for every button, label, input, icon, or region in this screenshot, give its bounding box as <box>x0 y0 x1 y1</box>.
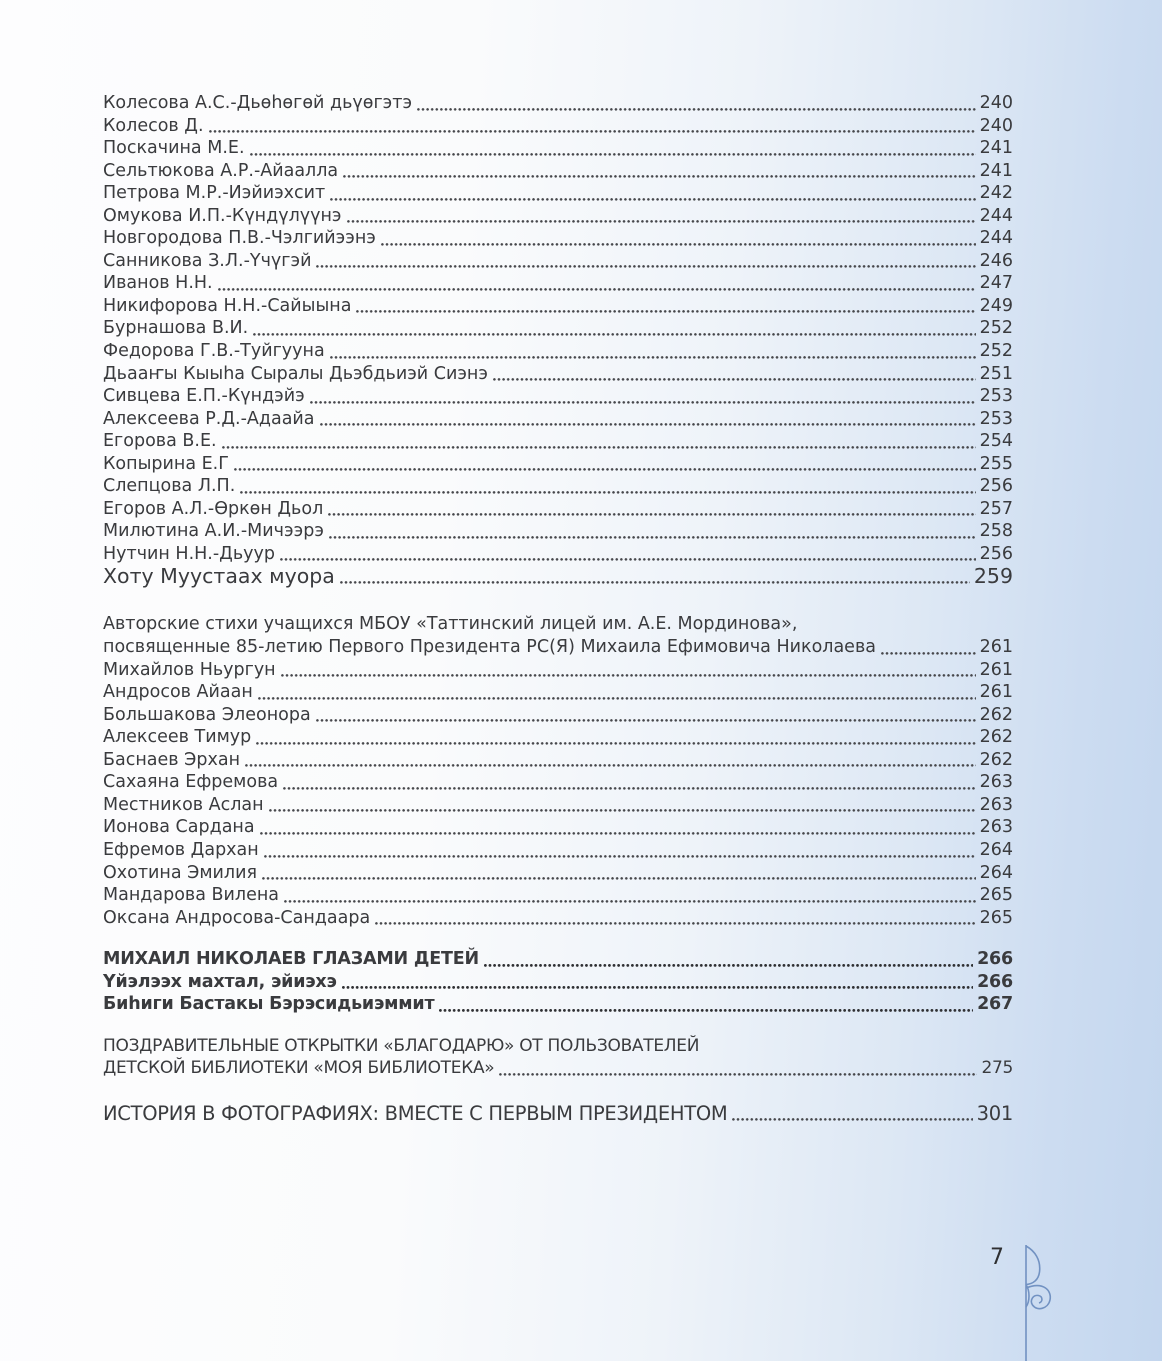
dot-leader <box>439 1009 973 1012</box>
toc-page-number: 259 <box>973 564 1013 589</box>
toc-row <box>103 385 1013 408</box>
dot-leader <box>499 1073 977 1076</box>
toc-page-number: 244 <box>979 228 1013 249</box>
toc-page-number: 261 <box>979 637 1013 658</box>
dot-leader <box>234 468 976 471</box>
dot-leader <box>347 220 976 223</box>
toc-entry-label: Баснаев Эрхан <box>103 749 241 770</box>
dot-leader <box>316 719 976 722</box>
dot-leader <box>310 401 976 404</box>
toc-row <box>103 182 1013 205</box>
toc-row <box>103 1035 1013 1058</box>
toc-page-number: 255 <box>979 453 1013 474</box>
toc-row <box>103 317 1013 340</box>
dot-leader <box>881 652 976 655</box>
toc-entry-label: Иванов Н.Н. <box>103 273 213 294</box>
toc-row <box>103 636 1013 659</box>
dot-leader <box>264 855 976 858</box>
dot-leader <box>260 832 976 835</box>
toc-row <box>103 816 1013 839</box>
toc-entry-label: Сивцева Е.П.-Күндэйэ <box>103 386 305 407</box>
toc-entry-label: Дьааҥы Кыыһа Сыралы Дьэбдьиэй Сиэнэ <box>103 363 488 384</box>
toc-row <box>103 160 1013 183</box>
page-number: 7 <box>990 1245 1004 1270</box>
dot-leader <box>356 310 975 313</box>
dot-leader <box>330 198 975 201</box>
toc-page-number: 246 <box>979 250 1013 271</box>
toc-row <box>103 659 1013 682</box>
toc-entry-label: ДЕТСКОЙ БИБЛИОТЕКИ «МОЯ БИБЛИОТЕКА» <box>103 1058 495 1079</box>
dot-leader <box>328 513 975 516</box>
toc-page-number: 261 <box>979 682 1013 703</box>
toc-page-number: 264 <box>979 839 1013 860</box>
toc-page-number: 256 <box>979 476 1013 497</box>
toc-page-number: 267 <box>977 994 1013 1015</box>
toc-page-number: 265 <box>979 885 1013 906</box>
toc-entry-label: Никифорова Н.Н.-Сайыына <box>103 295 352 316</box>
toc-row <box>103 543 1013 566</box>
toc-page-number: 258 <box>979 521 1013 542</box>
toc-row <box>103 498 1013 521</box>
toc-entry-label: Мандарова Вилена <box>103 885 279 906</box>
dot-leader <box>283 787 975 790</box>
toc-page-number: 241 <box>979 160 1013 181</box>
toc-entry-label: Петрова М.Р.-Иэйиэхсит <box>103 183 326 204</box>
toc-entry-label: Ефремов Дархан <box>103 839 259 860</box>
toc-entry-label: Местников Аслан <box>103 794 264 815</box>
toc-entry-label: Слепцова Л.П. <box>103 476 236 497</box>
toc-row <box>103 749 1013 772</box>
toc-row <box>103 1057 1013 1080</box>
toc-row <box>103 681 1013 704</box>
page-footer <box>990 1243 1064 1361</box>
toc-page-number: 262 <box>979 727 1013 748</box>
toc-row <box>103 862 1013 885</box>
toc-page-number: 253 <box>979 408 1013 429</box>
toc-group-school-poems <box>103 613 1013 929</box>
toc-page-number: 252 <box>979 341 1013 362</box>
toc-page-number: 240 <box>979 115 1013 136</box>
toc-page-number: 261 <box>979 659 1013 680</box>
toc-entry-label: Поскачина М.Е. <box>103 138 245 159</box>
toc-entry-label: Бурнашова В.И. <box>103 318 249 339</box>
toc-entry-label: ИСТОРИЯ В ФОТОГРАФИЯХ: ВМЕСТЕ С ПЕРВЫМ ПРЕЗИДЕНТОМ <box>103 1101 728 1125</box>
toc-entry-label: посвященные 85-летию Первого Президента РС(Я) Михаила Ефимовича Николаева <box>103 637 876 658</box>
dot-leader <box>240 491 975 494</box>
dot-leader <box>381 243 976 246</box>
toc-row <box>103 430 1013 453</box>
toc-row <box>103 137 1013 160</box>
dot-leader <box>375 922 975 925</box>
toc-page-number: 266 <box>977 971 1013 992</box>
toc-row <box>103 227 1013 250</box>
toc-page-number: 241 <box>979 138 1013 159</box>
dot-leader <box>218 288 976 291</box>
toc-row <box>103 520 1013 543</box>
toc-row <box>103 613 1013 636</box>
toc-entry-label: Алексеева Р.Д.-Адаайа <box>103 408 315 429</box>
toc-group-mikhail-nikolaev-children <box>103 948 1013 1016</box>
toc-group-greeting-postcards <box>103 1035 1013 1080</box>
toc-entry-label: МИХАИЛ НИКОЛАЕВ ГЛАЗАМИ ДЕТЕЙ <box>103 949 479 970</box>
toc-page-number: 263 <box>979 794 1013 815</box>
toc-row <box>103 92 1013 115</box>
dot-leader <box>732 1118 972 1121</box>
toc-page-number: 275 <box>981 1058 1013 1079</box>
toc-row <box>103 993 1013 1016</box>
toc-row <box>103 565 1013 588</box>
toc-page-number: 244 <box>979 205 1013 226</box>
toc-entry-label: Егоров А.Л.-Өркөн Дьол <box>103 498 324 519</box>
toc-row <box>103 907 1013 930</box>
toc-row <box>103 794 1013 817</box>
toc-entry-label: Хоту Муустаах муора <box>103 564 335 589</box>
toc-page-number: 262 <box>979 704 1013 725</box>
toc-entry-label: Колесова А.С.-Дьөһөгөй дьүөгэтэ <box>103 93 413 113</box>
dot-leader <box>329 536 976 539</box>
toc-row <box>103 726 1013 749</box>
dot-leader <box>343 175 975 178</box>
toc-entry-label: Биһиги Бастакы Бэрэсидьиэммит <box>103 994 435 1015</box>
dot-leader <box>342 986 973 989</box>
dot-leader <box>330 356 976 359</box>
toc-entry-label: ПОЗДРАВИТЕЛЬНЫЕ ОТКРЫТКИ «БЛАГОДАРЮ» ОТ ПОЛЬЗОВАТЕЛЕЙ <box>103 1035 700 1056</box>
dot-leader <box>280 558 976 561</box>
toc-row <box>103 272 1013 295</box>
dot-leader <box>256 742 975 745</box>
toc-page-number: 254 <box>979 431 1013 452</box>
toc-entry-label: Новгородова П.В.-Чэлгийээнэ <box>103 228 376 249</box>
toc-row <box>103 408 1013 431</box>
dot-leader <box>250 153 976 156</box>
toc-entry-label: Сахаяна Ефремова <box>103 772 279 793</box>
toc-entry-label: Санникова З.Л.-Үчүгэй <box>103 250 312 271</box>
dot-leader <box>320 423 976 426</box>
toc-page-number: 264 <box>979 862 1013 883</box>
toc-row <box>103 363 1013 386</box>
toc-entry-label: Милютина А.И.-Мичээрэ <box>103 521 324 542</box>
toc-row <box>103 250 1013 273</box>
toc-page-number: 257 <box>979 498 1013 519</box>
toc-page-number: 251 <box>979 363 1013 384</box>
dot-leader <box>245 764 976 767</box>
toc-page-number: 262 <box>979 749 1013 770</box>
dot-leader <box>209 130 976 133</box>
toc-page-number: 301 <box>976 1101 1013 1125</box>
toc-group-history-in-photos <box>103 1103 1013 1126</box>
toc-row <box>103 771 1013 794</box>
toc-entry-label: Омукова И.П.-Күндүлүүнэ <box>103 205 342 226</box>
toc-row <box>103 1103 1013 1126</box>
toc-entry-label: Оксана Андросова-Сандаара <box>103 907 371 928</box>
toc-row <box>103 475 1013 498</box>
dot-leader <box>222 446 976 449</box>
toc-page-number: 247 <box>979 273 1013 294</box>
dot-leader <box>493 378 976 381</box>
dot-leader <box>417 108 976 111</box>
toc-row <box>103 971 1013 994</box>
flourish-ornament-icon <box>1018 1243 1064 1361</box>
toc-page-number: 253 <box>979 386 1013 407</box>
toc-entry-label: Михайлов Ньургун <box>103 659 276 680</box>
toc-entry-label: Үйэлээх махтал, эйиэхэ <box>103 971 337 992</box>
toc-row <box>103 948 1013 971</box>
dot-leader <box>316 265 975 268</box>
dot-leader <box>484 964 973 967</box>
dot-leader <box>269 809 976 812</box>
toc-entry-label: Колесов Д. <box>103 115 204 136</box>
toc-row <box>103 704 1013 727</box>
toc-group-authors-stories <box>103 92 1013 588</box>
toc-entry-label: Алексеев Тимур <box>103 727 252 748</box>
dot-leader <box>258 697 976 700</box>
toc-entry-label: Егорова В.Е. <box>103 431 217 452</box>
toc-row <box>103 884 1013 907</box>
toc-page-number: 240 <box>979 93 1013 113</box>
toc-row <box>103 295 1013 318</box>
toc-entry-label: Охотина Эмилия <box>103 862 258 883</box>
toc-page-number: 242 <box>979 183 1013 204</box>
toc-entry-label: Большакова Элеонора <box>103 704 311 725</box>
toc-row <box>103 340 1013 363</box>
toc-page-number: 263 <box>979 817 1013 838</box>
toc-page-number: 266 <box>977 949 1013 970</box>
toc-page-number: 249 <box>979 295 1013 316</box>
toc-entry-label: Копырина Е.Г <box>103 453 229 474</box>
dot-leader <box>262 877 976 880</box>
toc-row <box>103 205 1013 228</box>
toc-entry-label: Нутчин Н.Н.-Дьуур <box>103 543 275 564</box>
dot-leader <box>253 333 975 336</box>
dot-leader <box>340 581 970 584</box>
toc-row <box>103 839 1013 862</box>
toc-page-number: 263 <box>979 772 1013 793</box>
toc-entry-label: Ионова Сардана <box>103 817 255 838</box>
toc-page-number: 265 <box>979 907 1013 928</box>
dot-leader <box>281 674 976 677</box>
toc-page-number: 256 <box>979 543 1013 564</box>
toc-entry-label: Сельтюкова А.Р.-Айаалла <box>103 160 339 181</box>
toc-entry-label: Авторские стихи учащихся МБОУ «Таттинский лицей им. А.Е. Мординова», <box>103 614 798 635</box>
toc-entry-label: Федорова Г.В.-Туйгууна <box>103 341 325 362</box>
toc-entry-label: Андросов Айаан <box>103 682 253 703</box>
toc-row <box>103 115 1013 138</box>
toc-page-number: 252 <box>979 318 1013 339</box>
toc-row <box>103 453 1013 476</box>
dot-leader <box>284 900 976 903</box>
